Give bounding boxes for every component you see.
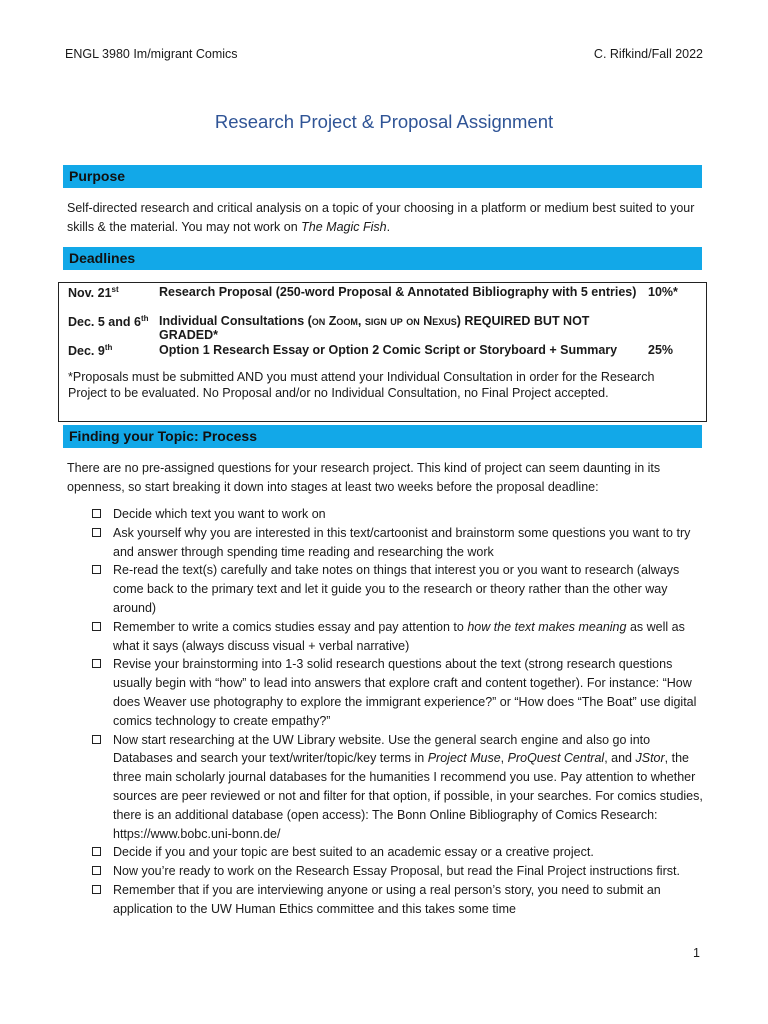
running-header [65,47,703,61]
deadline-row [68,314,696,342]
checkbox-icon [92,735,101,744]
deadline-description: Research Proposal (250-word Proposal & Annotated Bibliography with 5 entries) [159,285,637,299]
checklist-item: Remember to write a comics studies essay and pay attention to how the text makes meaning as well as what it says (always discuss visual + verbal narrative) [92,618,704,656]
deadline-description: Option 1 Research Essay or Option 2 Comic Script or Storyboard + Summary [159,343,618,357]
checkbox-icon [92,885,101,894]
checkbox-icon [92,565,101,574]
purpose-heading: Purpose [63,165,702,188]
checkbox-icon [92,847,101,856]
checkbox-icon [92,659,101,668]
deadline-row [68,285,696,300]
deadline-weight [648,314,696,342]
process-checklist [92,505,704,919]
purpose-text: Self-directed research and critical analysis on a topic of your choosing in a platform or medium best suited to your skills & the material. You may not work on The Magic Fish. [67,201,695,234]
course-name: ENGL 3980 Im/migrant Comics [65,47,238,61]
checklist-item: Revise your brainstorming into 1-3 solid research questions about the text (strong research questions usually begin with “how” to lead into answers that explore craft and content together). For instance: “How does Weaver use photography to explore the immigrant experience?” or “How does “The Boat” use digital comics technology to create empathy?” [92,655,704,730]
checklist-item: Now start researching at the UW Library website. Use the general search engine and also go into Databases and search your text/writer/topic/key terms in Project Muse, ProQuest Central, and JStor, the three main scholarly journal databases for the humanities I recommend you use. Pay attention to whether sources are peer reviewed or not and filter for that option, if possible, in your searches. For comics studies, there is an additional database (open access): The Bonn Online Bibliography of Comics Research: https://www.bobc.uni-bonn.de/ [92,731,704,844]
deadline-weight: 25% [648,343,674,357]
page-title: Research Project & Proposal Assignment [214,111,554,132]
checklist-item: Remember that if you are interviewing anyone or using a real person’s story, you need to submit an application to the UW Human Ethics committee and this takes some time [92,881,704,919]
checkbox-icon [92,509,101,518]
checklist-item: Ask yourself why you are interested in this text/cartoonist and brainstorm some questions you want to try and answer through spending time reading and researching the work [92,524,704,562]
checklist-item: Re-read the text(s) carefully and take notes on things that interest you or you want to research (always come back to the primary text and let it guide you to the research or theory rather than the other way around) [92,561,704,617]
checkbox-icon [92,528,101,537]
checkbox-icon [92,866,101,875]
deadline-weight: 10%* [648,285,678,299]
deadline-row [68,343,696,358]
deadline-note: *Proposals must be submitted AND you must attend your Individual Consultation in order for the Research Project to be evaluated. No Proposal and/or no Individual Consultation, no Final Project accepted. [68,370,655,400]
topic-heading: Finding your Topic: Process [63,425,702,448]
checkbox-icon [92,622,101,631]
deadline-date: Nov. 21st [68,285,119,301]
checklist-item: Decide which text you want to work on [92,505,704,524]
topic-intro: There are no pre-assigned questions for your research project. This kind of project can seem daunting in its openness, so start breaking it down into stages at least two weeks before the proposal deadline: [67,461,661,494]
instructor-term: C. Rifkind/Fall 2022 [593,47,703,61]
deadline-date: Dec. 9th [68,343,113,359]
deadlines-table [58,282,707,422]
page-number: 1 [693,946,700,960]
excluded-title: The Magic Fish [301,220,387,234]
deadline-date: Dec. 5 and 6th [68,314,149,330]
deadlines-heading: Deadlines [63,247,702,270]
checklist-item: Decide if you and your topic are best suited to an academic essay or a creative project. [92,843,704,862]
deadline-description: Individual Consultations (on Zoom, sign up on Nexus) REQUIRED BUT NOT GRADED* [159,314,590,342]
checklist-item: Now you’re ready to work on the Research Essay Proposal, but read the Final Project instructions first. [92,862,704,881]
